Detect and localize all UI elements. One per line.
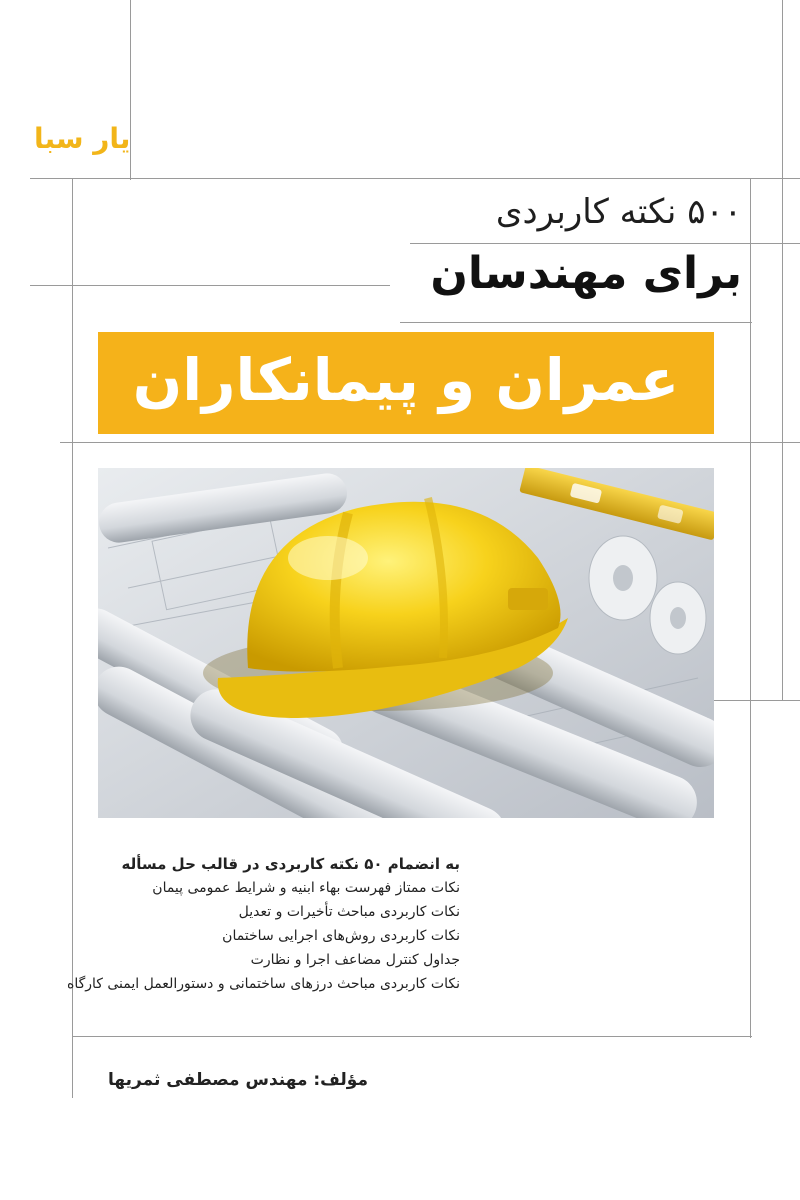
frame-line-banner — [60, 442, 800, 443]
frame-line-right-vertical — [750, 178, 751, 1038]
book-title: برای مهندسان — [430, 248, 742, 299]
frame-line-subtitle — [410, 243, 800, 244]
book-subtitle: ۵۰۰ نکته کاربردی — [495, 192, 742, 232]
note-item: جداول کنترل مضاعف اجرا و نظارت — [250, 952, 460, 968]
note-item: نکات ممتاز فهرست بهاء ابنیه و شرایط عمومی پیمان — [152, 880, 460, 896]
note-item: به انضمام ۵۰ نکته کاربردی در قالب حل مسأله — [121, 855, 460, 873]
note-item: نکات کاربردی مباحث درزهای ساختمانی و دستورالعمل ایمنی کارگاه — [66, 976, 460, 992]
frame-line-notes-bottom — [72, 1036, 752, 1037]
frame-line-title-right — [400, 322, 752, 323]
frame-line-top-horizontal — [30, 178, 800, 179]
publisher-logo: یار سبا — [34, 122, 131, 155]
frame-line-title-left — [30, 285, 390, 286]
cover-photo — [98, 468, 714, 818]
frame-line-photo-right — [714, 700, 800, 701]
banner-title: عمران و پیمانکاران — [132, 346, 680, 414]
note-item: نکات کاربردی مباحث تأخیرات و تعدیل — [238, 904, 460, 920]
note-item: نکات کاربردی روش‌های اجرایی ساختمان — [222, 928, 460, 944]
feature-notes-list — [67, 852, 460, 996]
hard-hat-blueprints-image — [98, 468, 714, 818]
author-credit: مؤلف: مهندس مصطفی ثمریها — [108, 1070, 368, 1090]
title-banner — [98, 332, 714, 434]
frame-line-right-short — [782, 0, 783, 700]
